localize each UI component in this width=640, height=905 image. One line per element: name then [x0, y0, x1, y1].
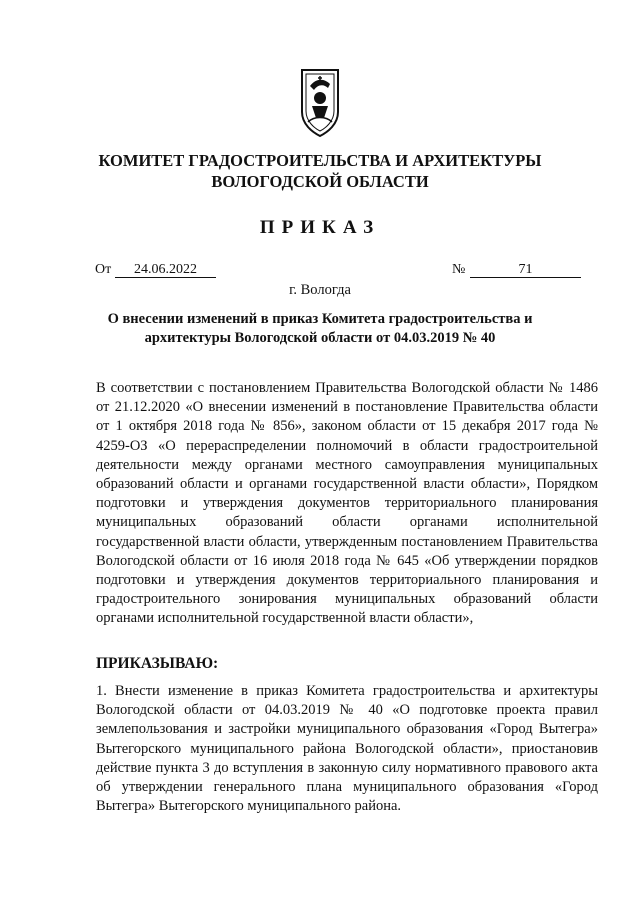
order-word: ПРИКАЗЫВАЮ: [96, 655, 219, 672]
org-name-line1: КОМИТЕТ ГРАДОСТРОИТЕЛЬСТВА И АРХИТЕКТУРЫ [98, 151, 542, 170]
document-type-title: ПРИКАЗ [259, 217, 381, 238]
number-label: № [452, 262, 466, 277]
document-city: г. Вологда [289, 282, 351, 298]
preamble-paragraph [96, 379, 598, 629]
document-subject: О внесении изменений в приказ Комитета градостроительства и архитектуры Вологодской области от 04.03.2019 № 40 [107, 311, 533, 346]
coat-of-arms-icon [298, 66, 342, 138]
order-item [96, 682, 598, 816]
order-item-text: 1. Внести изменение в приказ Комитета градостроительства и архитектуры Вологодской области от 04.03.2019 № 40 «О подготовке проекта правил землепользования и застройки муниципального образования «Город Вытегра» Вытегорского муниципального района Вологодской области», приостановив действие пункта 3 до вступления в законную силу нормативного правового акта об утверждении генерального плана муниципального образования «Город Вытегра» Вытегорского муниципального района. [96, 683, 598, 815]
document-date: 24.06.2022 [115, 262, 216, 278]
date-label: От [95, 262, 112, 277]
document-number: 71 [470, 262, 581, 278]
preamble-text: В соответствии с постановлением Правительства Вологодской области № 1486 от 21.12.2020 «О внесении изменений в постановление Правительства области от 1 октября 2018 года № 856», законом области от 15 декабря 2017 года № 4259-ОЗ «О перераспределении полномочий в области градостроительной деятельности между органами местного самоуправления муниципальных образований области и органами государственной власти области», Порядком подготовки и утверждения документов территориального планирования муниципальных образований области органами исполнительной государственной власти области, утвержденным постановлением Правительства Вологодской области от 16 июля 2018 года № 645 «Об утверждении порядков подготовки и утверждения документов территориального планирования и градостроительного зонирования муниципальных образований области органами исполнительной государственной власти области», [96, 380, 598, 627]
org-name-line2: ВОЛОГОДСКОЙ ОБЛАСТИ [211, 172, 429, 191]
